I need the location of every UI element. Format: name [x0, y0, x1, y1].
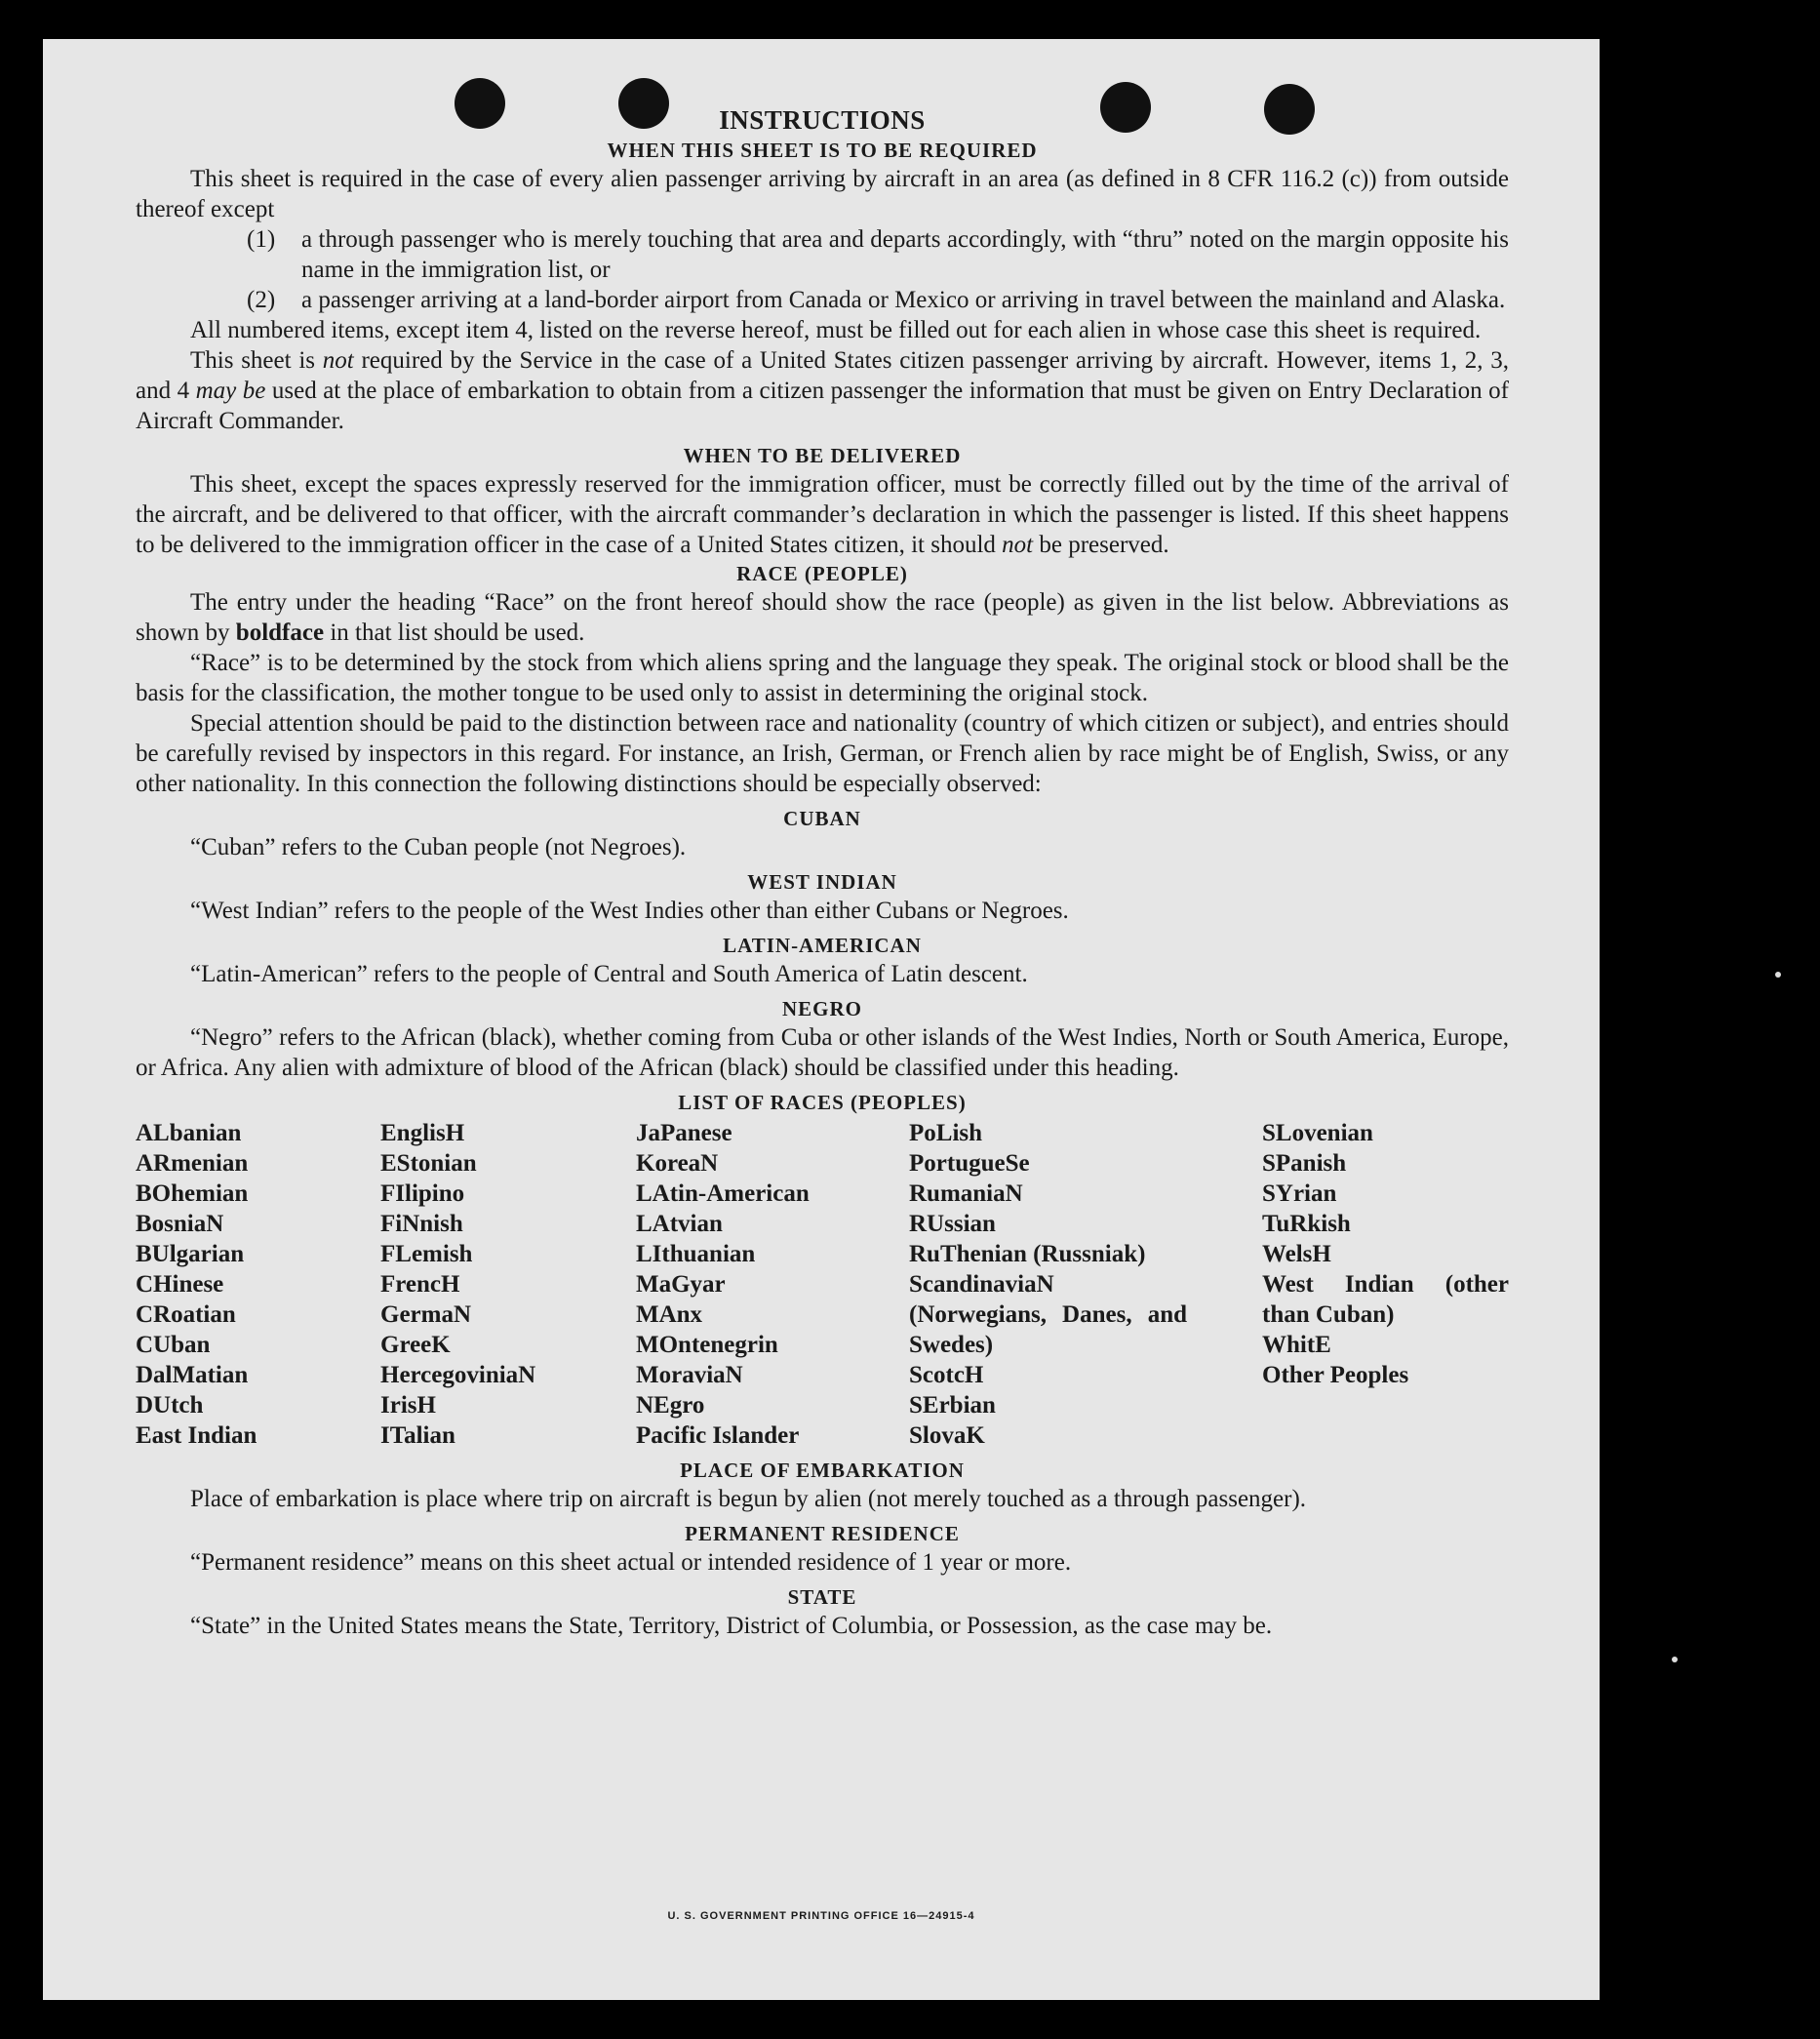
paragraph: “West Indian” refers to the people of the West Indies other than either Cubans or Negroes. — [190, 898, 1069, 924]
race-column — [636, 1118, 909, 1451]
item-number: (1) — [247, 226, 276, 253]
paragraph: “Race” is to be determined by the stock from which aliens spring and the language they speak. The original stock or blood shall be the basis for the classification, the mother tongue to be used only to assist in determining the original stock. — [136, 650, 1509, 706]
paragraph: The entry under the heading “Race” on the front hereof should show the race (people) as given in the list below. Abbreviations as shown by boldface in that list should be used. — [136, 589, 1509, 646]
race-item: BUlgarian — [136, 1241, 245, 1267]
document-page — [43, 39, 1600, 2000]
numbered-item — [136, 285, 1509, 315]
race-item: CHinese — [136, 1271, 224, 1298]
race-item: FIlipino — [380, 1180, 465, 1207]
section-heading-race: RACE (PEOPLE) — [736, 562, 908, 585]
race-item: ScotcH — [909, 1362, 984, 1388]
paragraph: “Cuban” refers to the Cuban people (not Negroes). — [190, 834, 687, 860]
race-column — [380, 1118, 636, 1451]
paragraph: All numbered items, except item 4, listed on the reverse hereof, must be filled out for each alien in whose case this sheet is required. — [190, 317, 1482, 343]
race-item: East Indian — [136, 1422, 257, 1449]
race-item: GreeK — [380, 1332, 451, 1358]
paragraph: Place of embarkation is place where trip on aircraft is begun by alien (not merely touched as a through passenger). — [190, 1486, 1307, 1512]
race-item: SYrian — [1262, 1180, 1337, 1207]
race-item: RumaniaN — [909, 1180, 1023, 1207]
race-item: IrisH — [380, 1392, 436, 1419]
race-item: FrencH — [380, 1271, 460, 1298]
paragraph: “State” in the United States means the State, Territory, District of Columbia, or Possession, as the case may be. — [190, 1613, 1273, 1639]
item-number: (2) — [247, 287, 276, 313]
race-item: DUtch — [136, 1392, 204, 1419]
race-column — [1262, 1118, 1509, 1451]
item-text: a passenger arriving at a land-border airport from Canada or Mexico or arriving in travel between the mainland and Alaska. — [301, 287, 1506, 313]
race-item: ScandinaviaN (Norwegians, Danes, and Swedes) — [909, 1271, 1187, 1358]
race-item: BosniaN — [136, 1211, 224, 1237]
race-list — [136, 1118, 1509, 1451]
race-item: MoraviaN — [636, 1362, 743, 1388]
page-title: INSTRUCTIONS — [719, 105, 926, 135]
race-item: EStonian — [380, 1150, 477, 1177]
paragraph: “Latin-American” refers to the people of Central and South America of Latin descent. — [190, 961, 1028, 987]
race-item: CRoatian — [136, 1301, 236, 1328]
race-item: CUban — [136, 1332, 211, 1358]
section-heading-residence: PERMANENT RESIDENCE — [685, 1522, 960, 1545]
race-item: Pacific Islander — [636, 1422, 800, 1449]
race-item: RUssian — [909, 1211, 996, 1237]
section-heading-list: LIST OF RACES (PEOPLES) — [678, 1091, 967, 1114]
race-item: West Indian (other than Cuban) — [1262, 1271, 1509, 1328]
printer-imprint: U. S. GOVERNMENT PRINTING OFFICE 16—24915-4 — [667, 1910, 975, 1922]
race-item: WelsH — [1262, 1241, 1331, 1267]
section-heading-delivered: WHEN TO BE DELIVERED — [683, 444, 962, 467]
paragraph: Special attention should be paid to the distinction between race and nationality (country of which citizen or subject), and entries should be carefully revised by inspectors in this regard. For instance, an Irish, German, or French alien by race might be of English, Swiss, or any other nationality. In this connection the following distinctions should be especially observed: — [136, 710, 1509, 797]
race-column — [136, 1118, 380, 1451]
race-item: Other Peoples — [1262, 1362, 1409, 1388]
race-item: ALbanian — [136, 1120, 242, 1146]
section-heading-embarkation: PLACE OF EMBARKATION — [680, 1459, 965, 1482]
section-heading-cuban: CUBAN — [783, 807, 861, 830]
numbered-item — [136, 224, 1509, 285]
race-item: PortugueSe — [909, 1150, 1030, 1177]
section-heading-negro: NEGRO — [781, 997, 862, 1020]
section-heading-state: STATE — [787, 1585, 857, 1609]
race-item: HercegoviniaN — [380, 1362, 536, 1388]
instructions-body — [136, 103, 1509, 1641]
race-item: LIthuanian — [636, 1241, 756, 1267]
race-item: RuThenian (Russniak) — [909, 1241, 1146, 1267]
race-item: WhitE — [1262, 1332, 1331, 1358]
race-item: BOhemian — [136, 1180, 249, 1207]
race-item: EnglisH — [380, 1120, 465, 1146]
race-item: GermaN — [380, 1301, 472, 1328]
race-item: SPanish — [1262, 1150, 1347, 1177]
race-item: PoLish — [909, 1120, 983, 1146]
paragraph: This sheet, except the spaces expressly reserved for the immigration officer, must be correctly filled out by the time of the arrival of the aircraft, and be delivered to that officer, with the aircraft commander’s declaration in which the passenger is listed. If this sheet happens to be delivered to the immigration officer in the case of a United States citizen, it should not be preserved. — [136, 471, 1509, 558]
race-item: MOntenegrin — [636, 1332, 778, 1358]
race-item: ARmenian — [136, 1150, 249, 1177]
paragraph: This sheet is not required by the Service in the case of a United States citizen passenger arriving by aircraft. However, items 1, 2, 3, and 4 may be used at the place of embarkation to obtain from a citizen passenger the information that must be given on Entry Declaration of Aircraft Commander. — [136, 347, 1510, 434]
race-column — [909, 1118, 1262, 1451]
race-item: LAtin-American — [636, 1180, 810, 1207]
section-heading-required: WHEN THIS SHEET IS TO BE REQUIRED — [607, 139, 1038, 162]
race-item: MaGyar — [636, 1271, 726, 1298]
scan-speck — [1775, 972, 1781, 978]
item-text: a through passenger who is merely touching that area and departs accordingly, with “thru” noted on the margin opposite his name in the immigration list, or — [301, 226, 1509, 283]
race-item: SErbian — [909, 1392, 996, 1419]
race-item: KoreaN — [636, 1150, 719, 1177]
race-item: NEgro — [636, 1392, 705, 1419]
section-heading-latin-american: LATIN-AMERICAN — [723, 934, 922, 957]
race-item: JaPanese — [636, 1120, 732, 1146]
paragraph: “Permanent residence” means on this sheet actual or intended residence of 1 year or more. — [190, 1549, 1072, 1576]
race-item: FLemish — [380, 1241, 473, 1267]
race-item: LAtvian — [636, 1211, 723, 1237]
race-item: MAnx — [636, 1301, 703, 1328]
race-item: DalMatian — [136, 1362, 249, 1388]
race-item: ITalian — [380, 1422, 455, 1449]
race-item: TuRkish — [1262, 1211, 1351, 1237]
race-item: SLovenian — [1262, 1120, 1373, 1146]
paragraph: “Negro” refers to the African (black), whether coming from Cuba or other islands of the West Indies, North or South America, Europe, or Africa. Any alien with admixture of blood of the African (black) should be classified under this heading. — [136, 1024, 1509, 1081]
paragraph: This sheet is required in the case of every alien passenger arriving by aircraft in an area (as defined in 8 CFR 116.2 (c)) from outside thereof except — [136, 166, 1509, 222]
section-heading-west-indian: WEST INDIAN — [747, 870, 897, 894]
race-item: SlovaK — [909, 1422, 985, 1449]
race-item: FiNnish — [380, 1211, 463, 1237]
scan-speck — [1672, 1657, 1678, 1662]
